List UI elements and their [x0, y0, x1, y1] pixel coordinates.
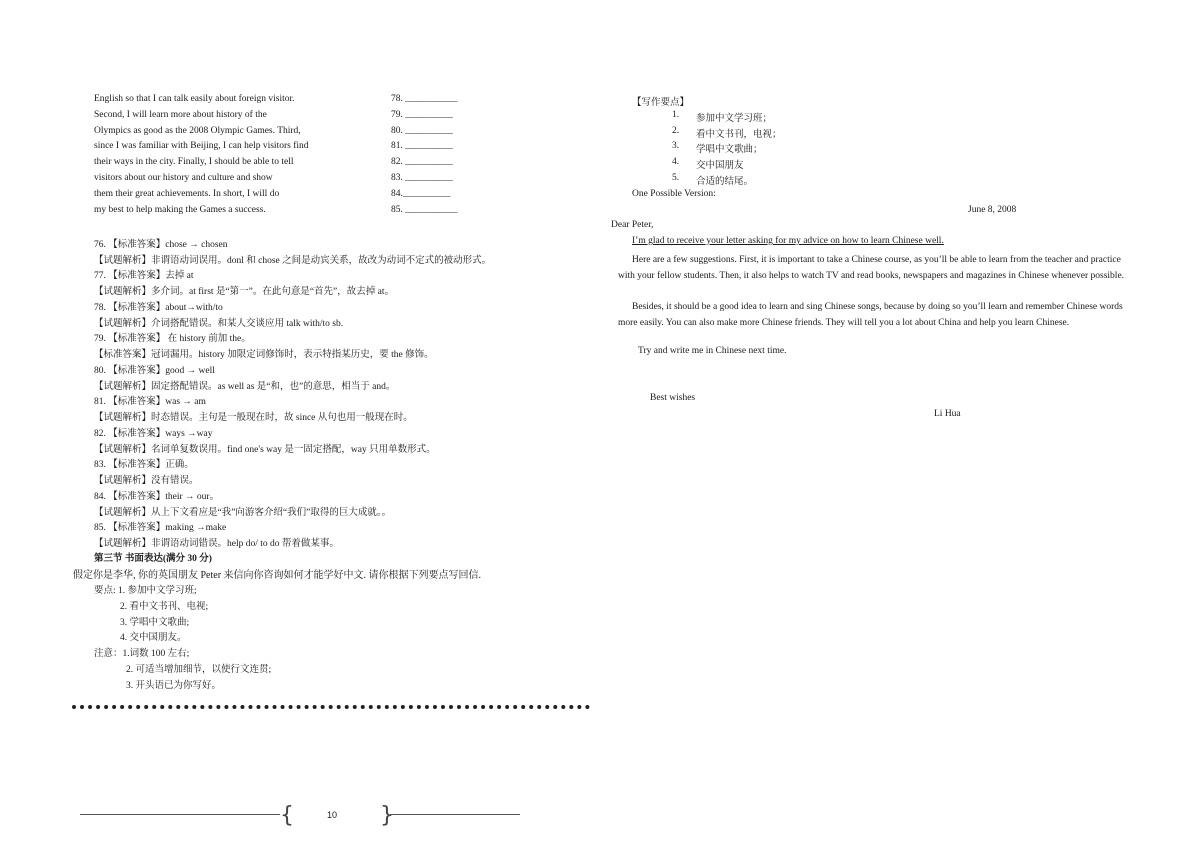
page-number: 10: [327, 810, 338, 820]
point-text: 交中国朋友: [696, 161, 744, 171]
sign-off: Best wishes: [650, 393, 696, 403]
letter-closing-line: Try and write me in Chinese next time.: [638, 346, 787, 356]
passage-line: their ways in the city. Finally, I should be able to tell: [94, 157, 294, 167]
passage-line: Second, I will learn more about history of the: [94, 110, 267, 120]
answer-line: 82. 【标准答案】ways →way: [94, 429, 213, 439]
answer-line: 79. 【标准答案】 在 history 前加 the。: [94, 334, 251, 344]
notes-label: 注意：1.词数 100 左右;: [94, 649, 190, 659]
analysis-line: 【试题解析】没有错误。: [94, 476, 199, 486]
analysis-line: 【试题解析】固定搭配错误。as well as 是“和，也”的意思，相当于 and。: [94, 382, 396, 392]
passage-line: my best to help making the Games a success.: [94, 205, 266, 215]
version-label: One Possible Version:: [632, 189, 716, 199]
analysis-line: 【标准答案】冠词漏用。history 加限定词修饰时，表示特指某历史，要 the 修饰。: [94, 350, 434, 360]
writing-points-heading: 【写作要点】: [632, 98, 690, 108]
answer-blank: 85. ___________: [391, 205, 458, 215]
point-item: 2. 看中文书刊、电视;: [120, 602, 209, 612]
analysis-line: 【试题解析】时态错误。主句是一般现在时，故 since 从句也用一般现在时。: [94, 413, 413, 423]
answer-blank: 78. ___________: [391, 94, 458, 104]
analysis-line: 【试题解析】非谓语动词错误。help do/ to do 帮着做某事。: [94, 539, 339, 549]
passage-line: since I was familiar with Beijing, I can help visitors find: [94, 141, 309, 151]
answer-line: 76. 【标准答案】chose → chosen: [94, 240, 228, 250]
answer-blank: 79. __________: [391, 110, 453, 120]
note-item: 3. 开头语已为你写好。: [126, 681, 222, 691]
answer-blank: 83. __________: [391, 173, 453, 183]
writing-prompt: 假定你是李华, 你的英国朋友 Peter 来信向你咨询如何才能学好中文. 请你根据下列要点写回信.: [73, 570, 482, 581]
point-text: 看中文书刊，电视；: [696, 130, 782, 140]
analysis-line: 【试题解析】介词搭配错误。和某人交谈应用 talk with/to sb.: [94, 319, 344, 329]
answer-line: 78. 【标准答案】about→with/to: [94, 303, 223, 313]
analysis-line: 【试题解析】从上下文看应是“我”向游客介绍“我们”取得的巨大成就。。: [94, 508, 392, 518]
point-number: 5.: [672, 173, 680, 183]
left-brace-icon: {: [280, 803, 294, 828]
answer-line: 84. 【标准答案】their → our。: [94, 492, 220, 502]
analysis-line: 【试题解析】非谓语动词误用。donl 和 chose 之间是动宾关系，故改为动词不定式的被动形式。: [94, 256, 492, 266]
answer-line: 80. 【标准答案】good → well: [94, 366, 215, 376]
signature: Li Hua: [934, 409, 961, 419]
answer-blank: 81. __________: [391, 141, 453, 151]
point-text: 合适的结尾。: [696, 177, 754, 187]
point-number: 3.: [672, 141, 680, 151]
letter-opening: I’m glad to receive your letter asking for my advice on how to learn Chinese well.: [632, 236, 944, 246]
letter-greeting: Dear Peter,: [611, 220, 654, 230]
answer-line: 77. 【标准答案】去掉 at: [94, 271, 194, 281]
footer-rule-left: [80, 814, 280, 815]
right-brace-icon: }: [380, 803, 394, 828]
point-text: 学唱中文歌曲；: [696, 145, 763, 155]
answer-blank: 82. __________: [391, 157, 453, 167]
answer-line: 81. 【标准答案】was → am: [94, 397, 206, 407]
points-label: 要点: 1. 参加中文学习班;: [94, 586, 197, 596]
letter-paragraph-1: Here are a few suggestions. First, it is important to take a Chinese course, as you’ll be able to learn from the teacher and practice with your fellow students. Then, it also helps to watch TV and read books, newspapers and magazines in Chinese whenever possible.: [618, 255, 1125, 281]
analysis-line: 【试题解析】多介词。at first 是“第一”。在此句意是“首先”，故去掉 at。: [94, 287, 395, 297]
point-item: 3. 学唱中文歌曲;: [120, 618, 190, 628]
letter-paragraph-2: Besides, it should be a good idea to learn and sing Chinese songs, because by doing so you’ll learn and remember Chinese words more easily. You can also make more Chinese friends. They will tell you a lot about China and help you learn Chinese.: [618, 302, 1123, 328]
analysis-line: 【试题解析】名词单复数误用。find one's way 是一固定搭配，way 只用单数形式。: [94, 445, 436, 455]
point-text: 参加中文学习班；: [696, 114, 773, 124]
answer-line: 83. 【标准答案】正确。: [94, 460, 194, 470]
answer-line: 85. 【标准答案】making →make: [94, 523, 227, 533]
passage-line: English so that I can talk easily about foreign visitor.: [94, 94, 295, 104]
answer-blank: 80. __________: [391, 126, 453, 136]
point-number: 2.: [672, 126, 680, 136]
point-item: 4. 交中国朋友。: [120, 633, 187, 643]
passage-line: them their great achievements. In short, I will do: [94, 189, 280, 199]
section-heading: 第三节 书面表达(满分 30 分): [94, 554, 212, 564]
footer-rule-right: [390, 814, 520, 815]
note-item: 2. 可适当增加细节，以使行文连贯;: [126, 665, 272, 675]
point-number: 4.: [672, 157, 680, 167]
passage-line: Olympics as good as the 2008 Olympic Games. Third,: [94, 126, 301, 136]
letter-date: June 8, 2008: [968, 205, 1017, 215]
passage-line: visitors about our history and culture and show: [94, 173, 273, 183]
answer-blank: 84.__________: [391, 189, 451, 199]
point-number: 1.: [672, 110, 680, 120]
dotted-divider: [72, 705, 590, 709]
